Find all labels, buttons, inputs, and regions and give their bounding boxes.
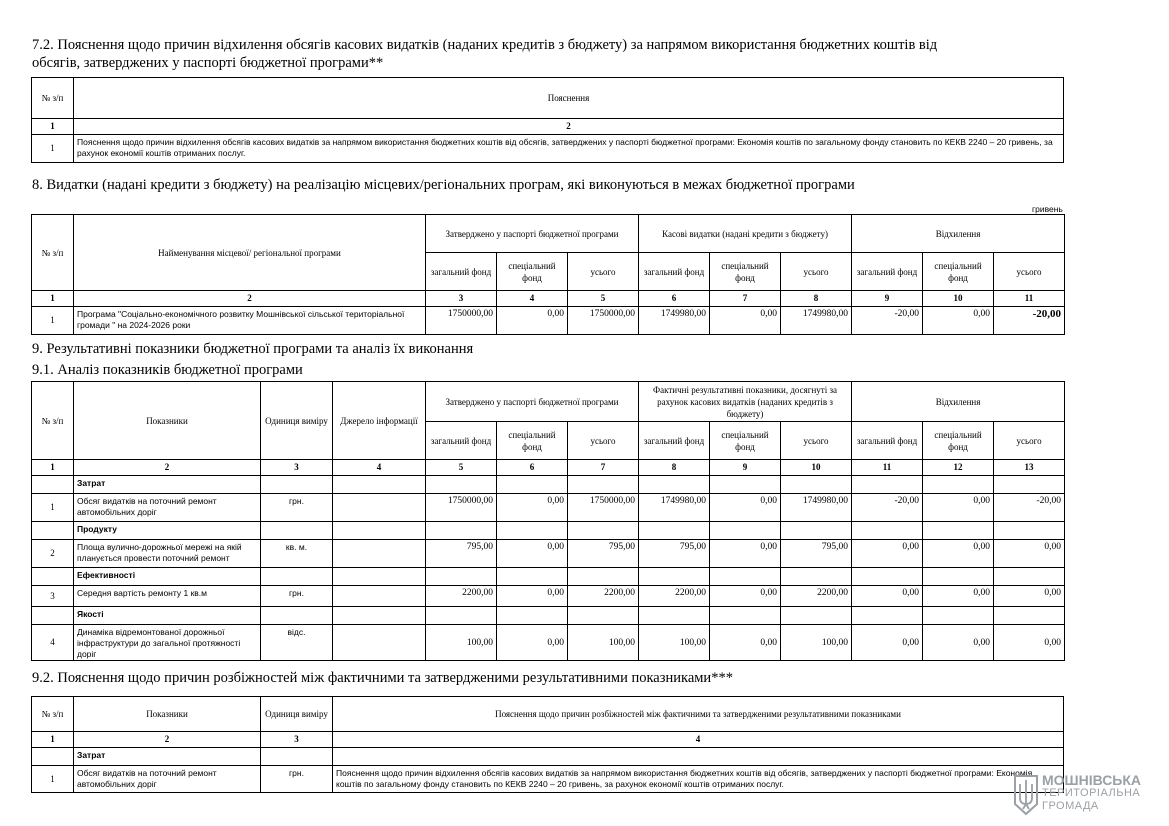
col-header-deviation: Відхилення (852, 215, 1065, 253)
index-cell: 2 (74, 119, 1064, 135)
col-header-general-fund: загальний фонд (852, 253, 923, 291)
value-cell: 795,00 (639, 540, 710, 568)
col-header-total: усього (994, 253, 1065, 291)
source-cell (333, 540, 426, 568)
value-cell: 1750000,00 (426, 307, 497, 335)
value-cell: 100,00 (781, 625, 852, 661)
value-cell: 1749980,00 (639, 494, 710, 522)
group-label: Ефективності (74, 568, 261, 586)
index-cell: 6 (497, 460, 568, 476)
value-cell: 0,00 (710, 625, 781, 661)
indicator-name: Середня вартість ремонту 1 кв.м (74, 586, 261, 607)
index-cell: 1 (32, 119, 74, 135)
col-header-general-fund: загальний фонд (426, 253, 497, 291)
col-header-approved: Затверджено у паспорті бюджетної програми (426, 382, 639, 422)
value-cell: 2200,00 (639, 586, 710, 607)
col-header-special-fund: спеціальний фонд (710, 422, 781, 460)
section-8-title: 8. Видатки (надані кредити з бюджету) на реалізацію місцевих/регіональних програм, які виконуються в межах бюджетної програми (32, 177, 855, 193)
col-header-special-fund: спеціальний фонд (497, 253, 568, 291)
index-cell: 13 (994, 460, 1065, 476)
index-cell: 2 (74, 291, 426, 307)
value-cell: 795,00 (781, 540, 852, 568)
watermark-text: МОШНІВСЬКА ТЕРИТОРІАЛЬНА ГРОМАДА (1042, 772, 1142, 812)
index-cell: 5 (568, 291, 639, 307)
unit-cell: кв. м. (261, 540, 333, 568)
col-header-general-fund: загальний фонд (639, 253, 710, 291)
value-cell: 1750000,00 (568, 307, 639, 335)
col-header-total: усього (781, 422, 852, 460)
source-cell (333, 586, 426, 607)
value-cell: 0,00 (710, 586, 781, 607)
col-header-total: усього (568, 422, 639, 460)
group-row (32, 568, 1065, 586)
col-header-deviation: Відхилення (852, 382, 1065, 422)
table-row (32, 307, 1065, 335)
group-row (32, 607, 1065, 625)
index-cell: 3 (426, 291, 497, 307)
index-cell: 2 (74, 460, 261, 476)
index-cell: 4 (333, 460, 426, 476)
col-header-total: усього (568, 253, 639, 291)
program-name: Програма "Соціально-економічного розвитку Мошнівської сільської територіальної громади " на 2024-2026 роки (74, 307, 426, 335)
index-cell: 11 (852, 460, 923, 476)
indicator-name: Обсяг видатків на поточний ремонт автомобільних доріг (74, 766, 261, 793)
index-cell: 6 (639, 291, 710, 307)
value-cell: 0,00 (923, 540, 994, 568)
explanation-text: Пояснення щодо причин відхилення обсягів касових видатків за напрямом використання бюджетних коштів від обсягів, затверджених у паспорті бюджетної програми: Економія коштів по загальному фонду становить по КЕКВ 2240 – 20 гривень, за рахунок економії коштів отриманих послуг. (74, 135, 1064, 163)
group-row (32, 476, 1065, 494)
index-cell: 3 (261, 460, 333, 476)
value-cell: 100,00 (639, 625, 710, 661)
table-9-1 (31, 381, 1065, 661)
index-cell: 10 (781, 460, 852, 476)
unit-cell: грн. (261, 494, 333, 522)
value-cell: 0,00 (994, 586, 1065, 607)
value-cell: 1749980,00 (781, 307, 852, 335)
col-header-special-fund: спеціальний фонд (923, 422, 994, 460)
value-cell: 0,00 (497, 494, 568, 522)
table-row (32, 494, 1065, 522)
value-cell: 795,00 (568, 540, 639, 568)
col-header-approved: Затверджено у паспорті бюджетної програми (426, 215, 639, 253)
col-header-explanation: Пояснення щодо причин розбіжностей між фактичними та затвердженими результативними показниками (333, 697, 1064, 732)
group-label: Продукту (74, 522, 261, 540)
table-row (32, 540, 1065, 568)
section-9-2-title: 9.2. Пояснення щодо причин розбіжностей між фактичними та затвердженими результативними показниками*** (32, 670, 733, 686)
index-cell: 9 (710, 460, 781, 476)
index-cell: 10 (923, 291, 994, 307)
value-cell: -20,00 (994, 494, 1065, 522)
value-cell: 100,00 (568, 625, 639, 661)
col-header-explanation: Пояснення (74, 78, 1064, 119)
unit-cell: грн. (261, 766, 333, 793)
group-label: Затрат (74, 476, 261, 494)
col-header-source: Джерело інформації (333, 382, 426, 460)
value-cell: 1749980,00 (639, 307, 710, 335)
index-cell: 7 (568, 460, 639, 476)
col-header-unit: Одиниця виміру (261, 382, 333, 460)
value-cell: 0,00 (710, 494, 781, 522)
value-cell: 0,00 (923, 586, 994, 607)
col-header-general-fund: загальний фонд (639, 422, 710, 460)
explanation-text: Пояснення щодо причин відхилення обсягів касових видатків за напрямом використання бюджетних коштів від обсягів, затверджених у паспорті бюджетної програми: Економія коштів по загальному фонду становить по КЕКВ 2240 – 20 гривень, за рахунок економії коштів отриманих послуг. (333, 766, 1064, 793)
col-header-special-fund: спеціальний фонд (923, 253, 994, 291)
col-header-special-fund: спеціальний фонд (710, 253, 781, 291)
col-header-total: усього (994, 422, 1065, 460)
group-label: Затрат (74, 748, 261, 766)
section-9-title: 9. Результативні показники бюджетної програми та аналіз їх виконання (32, 341, 474, 357)
value-cell: -20,00 (852, 307, 923, 335)
col-header-cash-expenses: Касові видатки (надані кредити з бюджету) (639, 215, 852, 253)
value-cell: 0,00 (497, 307, 568, 335)
table-9-2 (31, 696, 1064, 793)
row-number: 3 (32, 586, 74, 607)
col-header-no: № з/п (32, 215, 74, 291)
value-cell: 2200,00 (568, 586, 639, 607)
row-number: 4 (32, 625, 74, 661)
col-header-indicators: Показники (74, 382, 261, 460)
index-cell: 3 (261, 732, 333, 748)
value-cell: -20,00 (994, 307, 1065, 335)
index-cell: 8 (639, 460, 710, 476)
index-cell: 1 (32, 460, 74, 476)
col-header-special-fund: спеціальний фонд (497, 422, 568, 460)
value-cell: 0,00 (497, 540, 568, 568)
trident-emblem-icon (1012, 774, 1040, 816)
col-header-general-fund: загальний фонд (426, 422, 497, 460)
index-cell: 9 (852, 291, 923, 307)
row-number: 1 (32, 307, 74, 335)
value-cell: 0,00 (923, 625, 994, 661)
table-row (32, 586, 1065, 607)
col-header-total: усього (781, 253, 852, 291)
value-cell: 1750000,00 (426, 494, 497, 522)
index-cell: 2 (74, 732, 261, 748)
row-number: 1 (32, 766, 74, 793)
value-cell: 2200,00 (781, 586, 852, 607)
value-cell: 0,00 (497, 586, 568, 607)
value-cell: 0,00 (923, 494, 994, 522)
indicator-name: Обсяг видатків на поточний ремонт автомобільних доріг (74, 494, 261, 522)
value-cell: 795,00 (426, 540, 497, 568)
index-cell: 4 (497, 291, 568, 307)
unit-cell: грн. (261, 586, 333, 607)
col-header-general-fund: загальний фонд (852, 422, 923, 460)
index-cell: 11 (994, 291, 1065, 307)
col-header-no: № з/п (32, 382, 74, 460)
source-cell (333, 494, 426, 522)
group-row (32, 522, 1065, 540)
value-cell: 0,00 (852, 625, 923, 661)
value-cell: 0,00 (710, 540, 781, 568)
col-header-program-name: Найменування місцевої/ регіональної програми (74, 215, 426, 291)
indicator-name: Динаміка відремонтованої дорожньої інфраструктури до загальної протяжності доріг (74, 625, 261, 661)
row-number: 2 (32, 540, 74, 568)
col-header-no: № з/п (32, 78, 74, 119)
source-cell (333, 625, 426, 661)
value-cell: 0,00 (994, 540, 1065, 568)
row-number: 1 (32, 135, 74, 163)
col-header-unit: Одиниця виміру (261, 697, 333, 732)
index-cell: 1 (32, 291, 74, 307)
index-cell: 8 (781, 291, 852, 307)
index-cell: 4 (333, 732, 1064, 748)
value-cell: -20,00 (852, 494, 923, 522)
col-header-actual: Фактичні результативні показники, досягнуті за рахунок касових видатків (наданих кредитів з бюджету) (639, 382, 852, 422)
table-row (32, 135, 1064, 163)
table-8 (31, 214, 1065, 335)
index-cell: 5 (426, 460, 497, 476)
value-cell: 1749980,00 (781, 494, 852, 522)
value-cell: 0,00 (852, 540, 923, 568)
group-label: Якості (74, 607, 261, 625)
value-cell: 2200,00 (426, 586, 497, 607)
section-7-2-title: 7.2. Пояснення щодо причин відхилення обсягів касових видатків (наданих кредитів з бюджету) за напрямом використання бюджетних коштів від обсягів, затверджених у паспорті бюджетної програми** (32, 37, 938, 71)
col-header-indicators: Показники (74, 697, 261, 732)
value-cell: 0,00 (923, 307, 994, 335)
table-row (32, 625, 1065, 661)
value-cell: 0,00 (497, 625, 568, 661)
currency-unit: гривень (1032, 204, 1063, 214)
value-cell: 0,00 (994, 625, 1065, 661)
table-row (32, 766, 1064, 793)
indicator-name: Площа вулично-дорожньої мережі на якій планується провести поточний ремонт (74, 540, 261, 568)
index-cell: 1 (32, 732, 74, 748)
index-cell: 12 (923, 460, 994, 476)
value-cell: 0,00 (710, 307, 781, 335)
group-row (32, 748, 1064, 766)
value-cell: 0,00 (852, 586, 923, 607)
col-header-no: № з/п (32, 697, 74, 732)
value-cell: 100,00 (426, 625, 497, 661)
value-cell: 1750000,00 (568, 494, 639, 522)
section-9-1-title: 9.1. Аналіз показників бюджетної програми (32, 362, 303, 378)
row-number: 1 (32, 494, 74, 522)
table-7-2 (31, 77, 1064, 163)
unit-cell: відс. (261, 625, 333, 661)
index-cell: 7 (710, 291, 781, 307)
